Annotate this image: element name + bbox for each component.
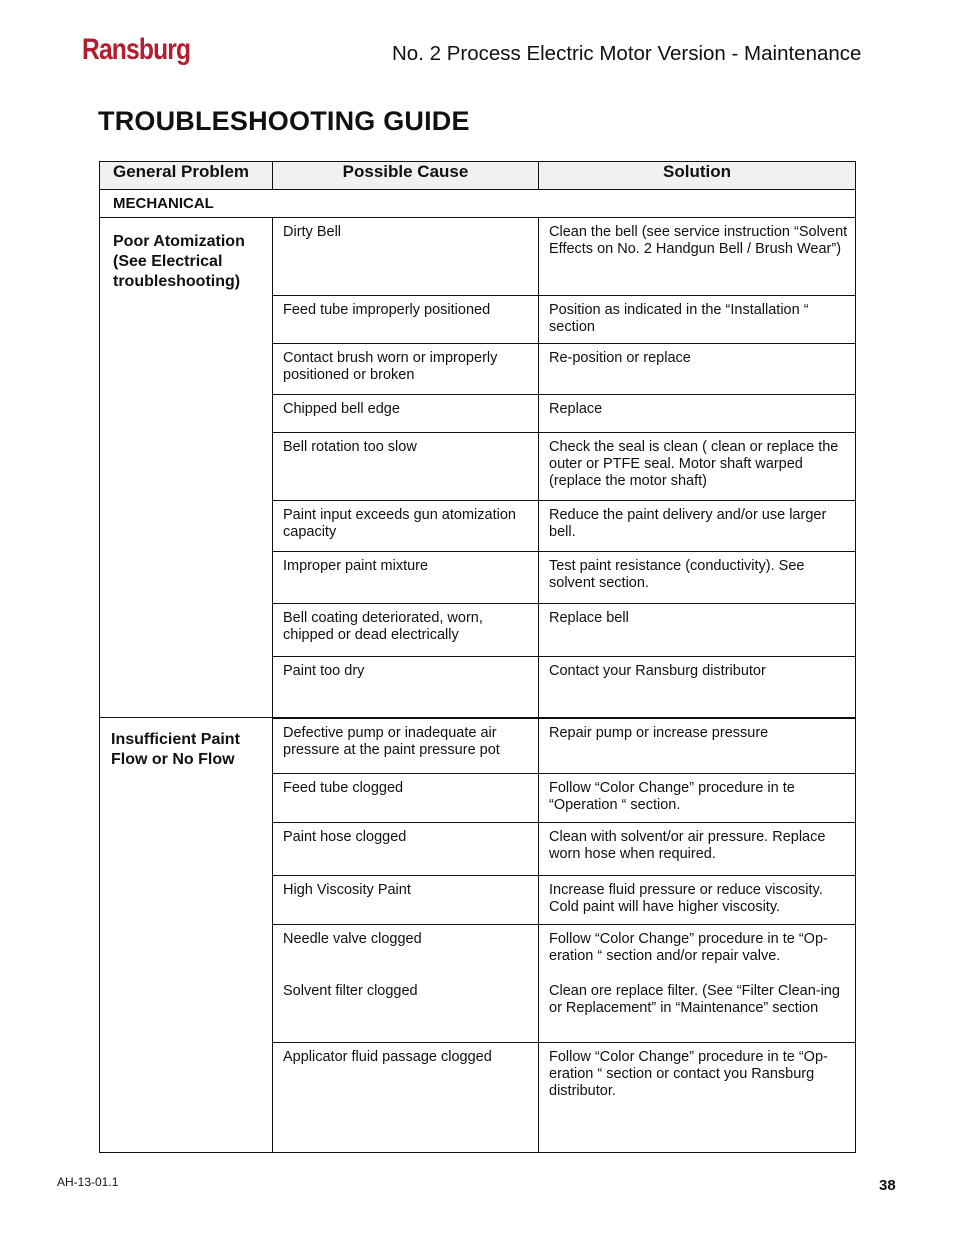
cause-cell bbox=[273, 925, 539, 1043]
problem-insufficient-flow: Insufficient Paint Flow or No Flow bbox=[100, 718, 273, 1153]
cause-cell: High Viscosity Paint bbox=[273, 876, 539, 925]
solution-cell: Test paint resistance (conductivity). See solvent section. bbox=[539, 552, 856, 604]
table-row bbox=[100, 218, 856, 296]
solution-cell: Re-position or replace bbox=[539, 344, 856, 395]
solution-cell: Follow “Color Change” procedure in te “Op-eration “ section or contact you Ransburg distributor. bbox=[539, 1043, 856, 1153]
solution-cell: Repair pump or increase pressure bbox=[539, 718, 856, 774]
cause-cell: Bell rotation too slow bbox=[273, 433, 539, 501]
solution-cell: Replace bbox=[539, 395, 856, 433]
solution-cell: Increase fluid pressure or reduce viscosity. Cold paint will have higher viscosity. bbox=[539, 876, 856, 925]
ransburg-logo: Ransburg bbox=[82, 33, 191, 66]
cause-text: Solvent filter clogged bbox=[283, 983, 418, 999]
solution-cell: Follow “Color Change” procedure in te “Operation “ section. bbox=[539, 774, 856, 823]
solution-cell: Reduce the paint delivery and/or use larger bell. bbox=[539, 501, 856, 552]
cause-cell: Paint hose clogged bbox=[273, 823, 539, 876]
cause-cell: Applicator fluid passage clogged bbox=[273, 1043, 539, 1153]
header-general-problem: General Problem bbox=[100, 162, 273, 190]
cause-spacer bbox=[283, 948, 534, 983]
solution-cell: Position as indicated in the “Installation “ section bbox=[539, 296, 856, 344]
cause-cell: Bell coating deteriorated, worn, chipped or dead electrically bbox=[273, 604, 539, 657]
cause-text: Needle valve clogged bbox=[283, 931, 422, 947]
cause-cell: Chipped bell edge bbox=[273, 395, 539, 433]
solution-cell: Clean the bell (see service instruction “Solvent Effects on No. 2 Handgun Bell / Brush Wear”) bbox=[539, 218, 856, 296]
category-row bbox=[100, 190, 856, 218]
cause-cell: Paint input exceeds gun atomization capacity bbox=[273, 501, 539, 552]
cause-cell: Contact brush worn or improperly positioned or broken bbox=[273, 344, 539, 395]
cause-cell: Feed tube improperly positioned bbox=[273, 296, 539, 344]
cause-cell: Feed tube clogged bbox=[273, 774, 539, 823]
solution-text: Clean ore replace filter. (See “Filter Clean-ing or Replacement” in “Maintenance” section bbox=[549, 983, 840, 1016]
solution-cell: Contact your Ransburg distributor bbox=[539, 657, 856, 718]
header-possible-cause: Possible Cause bbox=[273, 162, 539, 190]
solution-cell: Clean with solvent/or air pressure. Replace worn hose when required. bbox=[539, 823, 856, 876]
cause-cell: Paint too dry bbox=[273, 657, 539, 718]
section-title: TROUBLESHOOTING GUIDE bbox=[98, 106, 470, 136]
table-header-row bbox=[100, 162, 856, 190]
page-number: 38 bbox=[879, 1177, 896, 1194]
solution-cell bbox=[539, 925, 856, 1043]
document-code: AH-13-01.1 bbox=[57, 1175, 119, 1189]
solution-cell: Replace bell bbox=[539, 604, 856, 657]
troubleshooting-table bbox=[99, 161, 856, 1153]
cause-cell: Defective pump or inadequate air pressure at the paint pressure pot bbox=[273, 718, 539, 774]
cause-cell: Improper paint mixture bbox=[273, 552, 539, 604]
solution-spacer bbox=[549, 965, 851, 983]
solution-cell: Check the seal is clean ( clean or replace the outer or PTFE seal. Motor shaft warped (replace the motor shaft) bbox=[539, 433, 856, 501]
solution-text: Follow “Color Change” procedure in te “Op-eration “ section and/or repair valve. bbox=[549, 931, 828, 964]
table-row bbox=[100, 718, 856, 774]
header-solution: Solution bbox=[539, 162, 856, 190]
category-label: MECHANICAL bbox=[100, 190, 856, 218]
problem-poor-atomization: Poor Atomization (See Electrical troubleshooting) bbox=[100, 218, 273, 718]
document-title: No. 2 Process Electric Motor Version - Maintenance bbox=[392, 42, 862, 65]
cause-cell: Dirty Bell bbox=[273, 218, 539, 296]
